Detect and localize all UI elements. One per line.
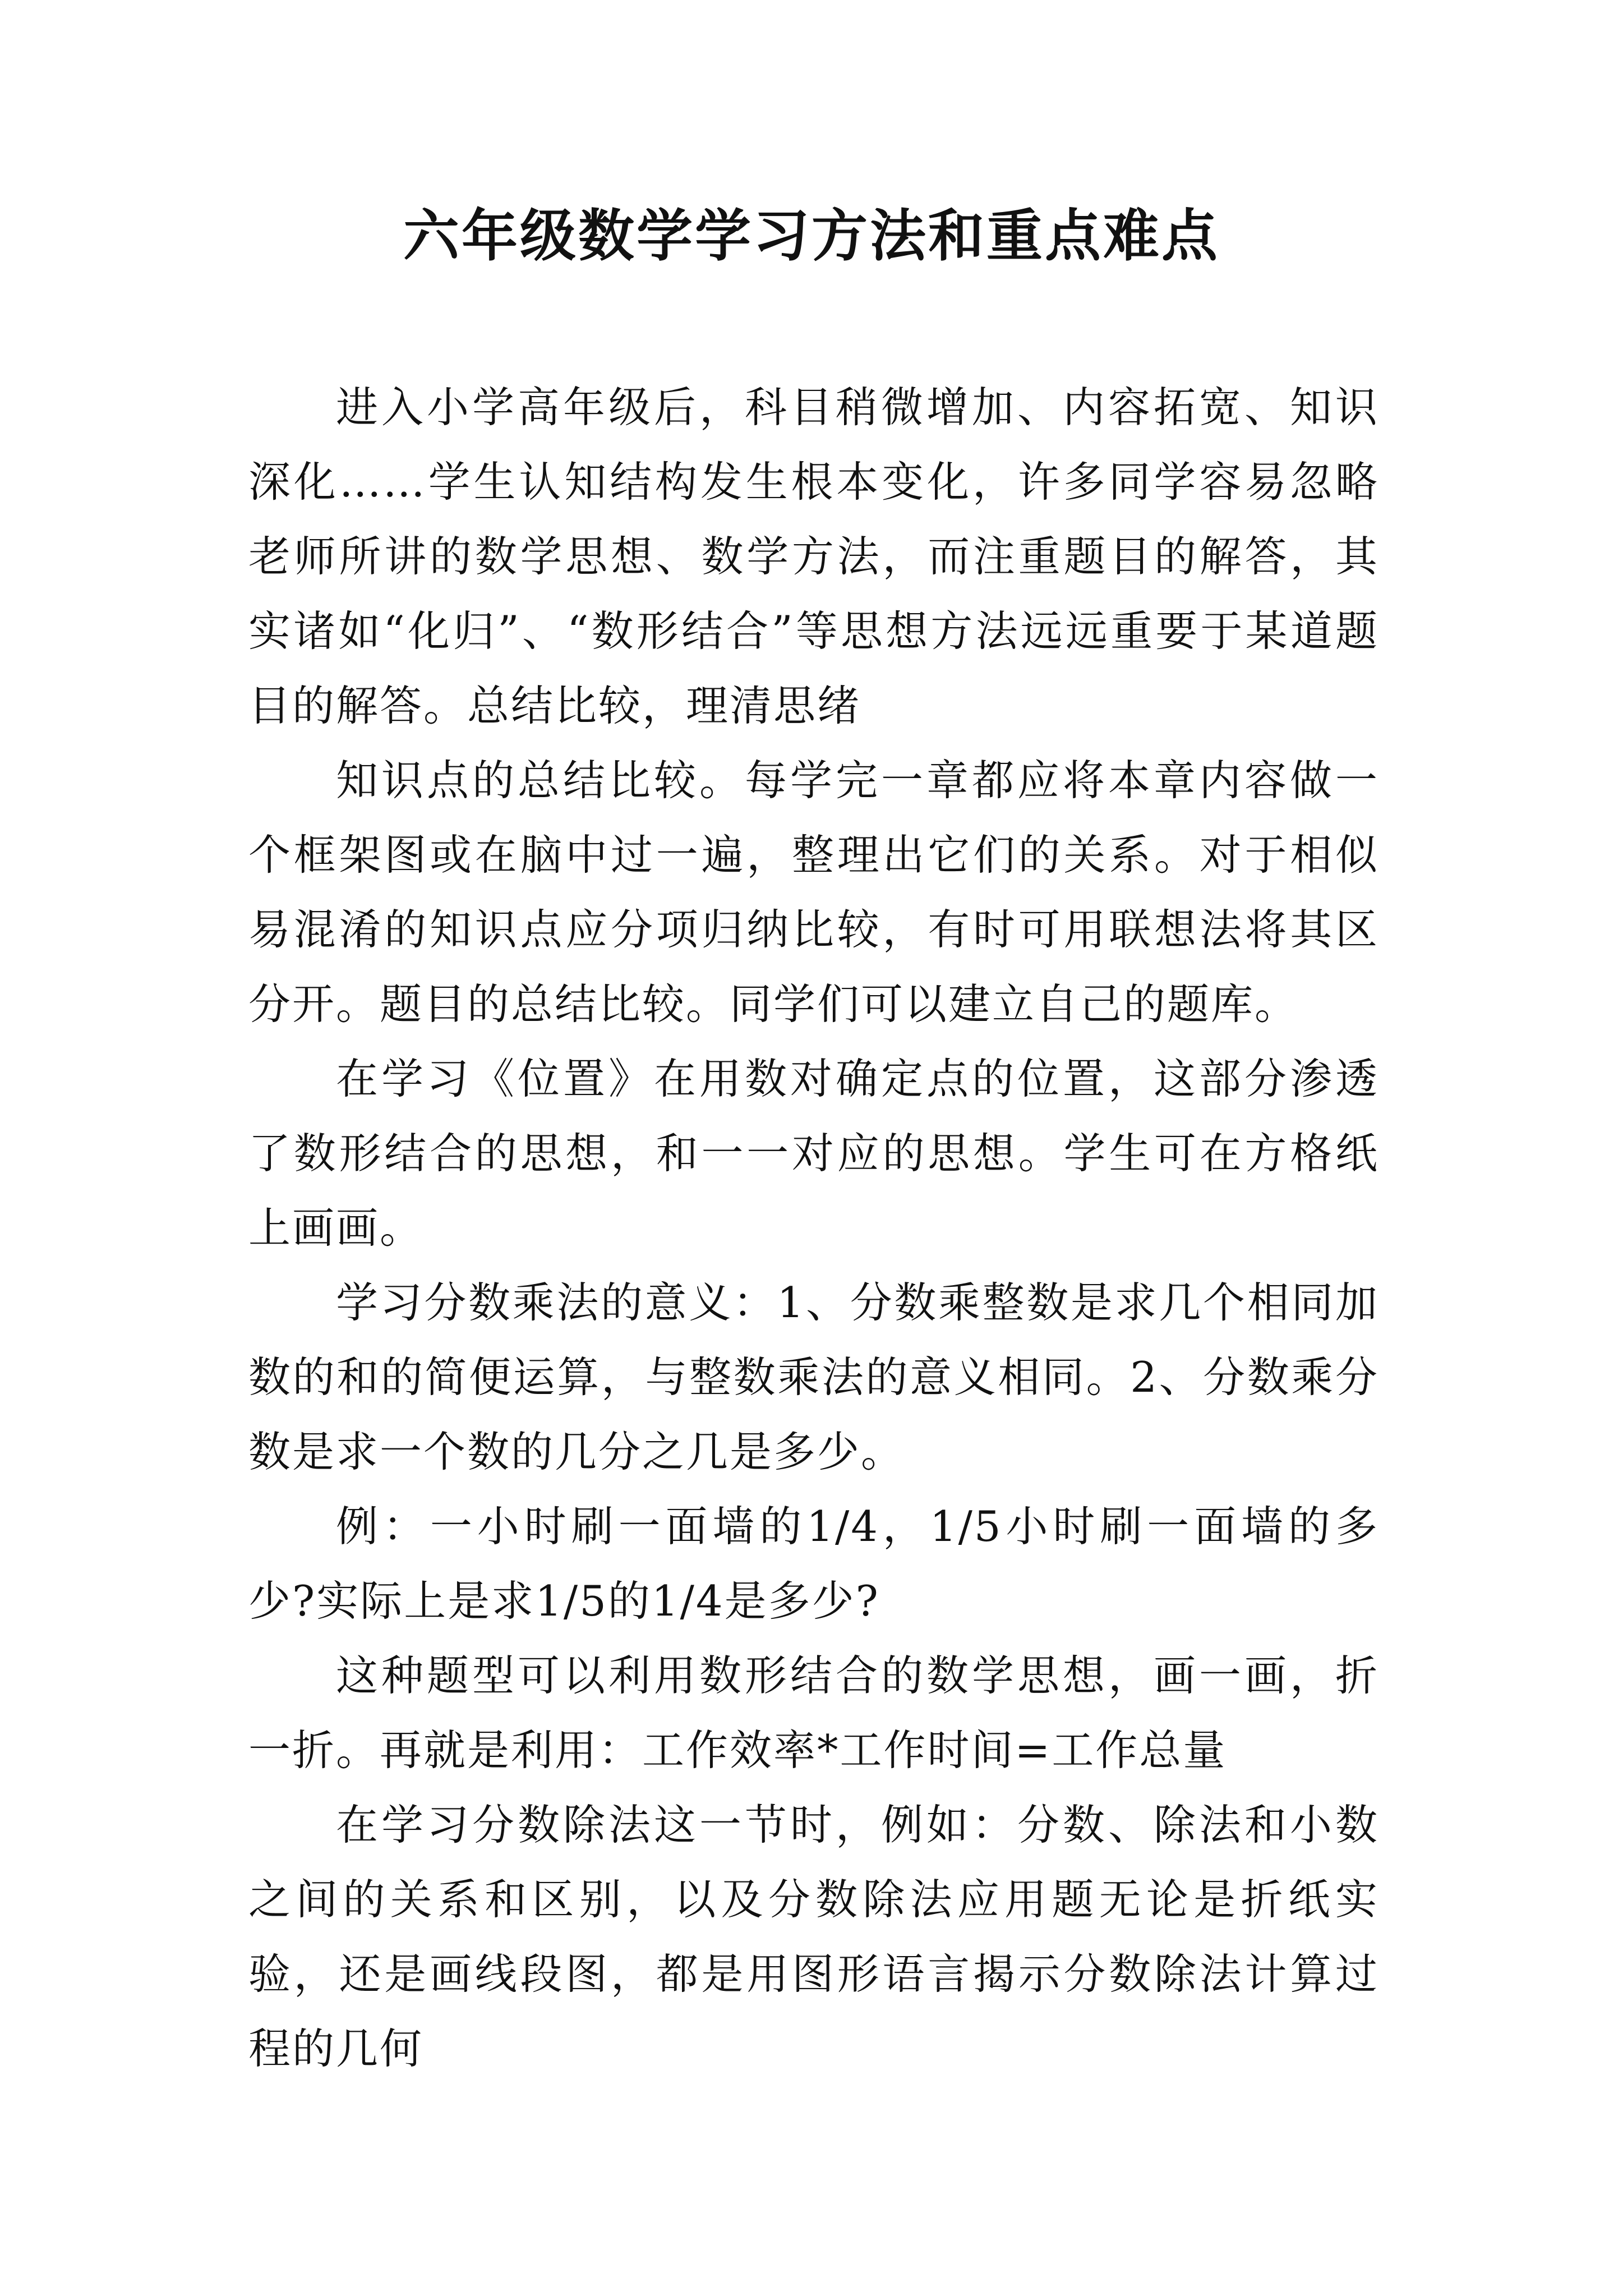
paragraph-question-type: 这种题型可以利用数形结合的数学思想，画一画，折一折。再就是利用：工作效率*工作时间=工作总量: [248, 1651, 1379, 1775]
paragraph-example: 例：一小时刷一面墙的1/4，1/5小时刷一面墙的多少?实际上是求1/5的1/4是多少?: [248, 1502, 1379, 1626]
paragraph-fraction-multiplication: 学习分数乘法的意义：1、分数乘整数是求几个相同加数的和的简便运算，与整数乘法的意义相同。2、分数乘分数是求一个数的几分之几是多少。: [248, 1278, 1379, 1476]
paragraph-fraction-division: 在学习分数除法这一节时，例如：分数、除法和小数之间的关系和区别，以及分数除法应用题无论是折纸实验，还是画线段图，都是用图形语言揭示分数除法计算过程的几何: [248, 1800, 1379, 2073]
paragraph-position: 在学习《位置》在用数对确定点的位置，这部分渗透了数形结合的思想，和一一对应的思想。学生可在方格纸上画画。: [248, 1054, 1379, 1253]
document-title: 六年级数学学习方法和重点难点: [403, 203, 1220, 269]
paragraph-intro: 进入小学高年级后，科目稍微增加、内容拓宽、知识深化……学生认知结构发生根本变化，许多同学容易忽略老师所讲的数学思想、数学方法，而注重题目的解答，其实诸如“化归”、“数形结合”等思想方法远远重要于某道题目的解答。总结比较，理清思绪: [248, 383, 1379, 730]
paragraph-summary-comparison: 知识点的总结比较。每学完一章都应将本章内容做一个框架图或在脑中过一遍，整理出它们的关系。对于相似易混淆的知识点应分项归纳比较，有时可用联想法将其区分开。题目的总结比较。同学们可以建立自己的题库。: [248, 756, 1379, 1029]
document-body: [248, 370, 1379, 2086]
